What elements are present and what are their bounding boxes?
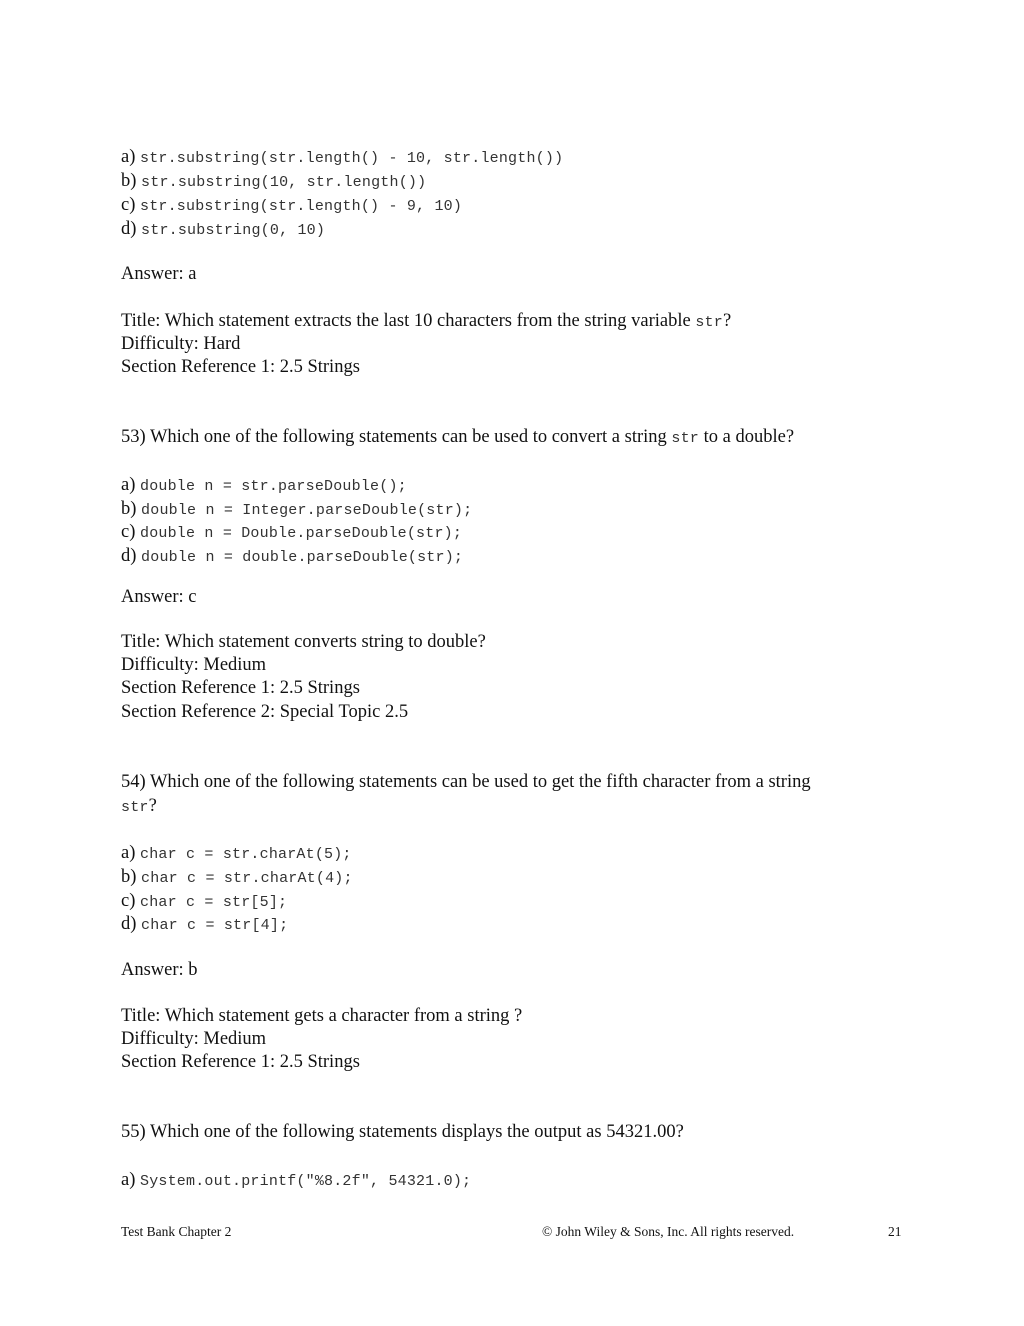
- footer-copyright: © John Wiley & Sons, Inc. All rights reserved.: [542, 1224, 795, 1239]
- option-c: c) char c = str[5];: [121, 891, 288, 911]
- difficulty: Difficulty: Medium: [121, 655, 267, 675]
- option-b: b) char c = str.charAt(4);: [121, 867, 353, 887]
- option-b: b) str.substring(10, str.length()): [121, 171, 427, 191]
- page-number: 21: [888, 1224, 902, 1239]
- answer: Answer: c: [121, 587, 197, 607]
- section-reference-1: Section Reference 1: 2.5 Strings: [121, 357, 360, 377]
- answer: Answer: a: [121, 264, 197, 284]
- section-reference-1: Section Reference 1: 2.5 Strings: [121, 678, 360, 698]
- option-a: a) str.substring(str.length() - 10, str.length()): [121, 147, 564, 167]
- question-title: Title: Which statement converts string to double?: [121, 632, 486, 652]
- question-title: Title: Which statement extracts the last 10 characters from the string variable str?: [121, 311, 732, 331]
- option-a: a) double n = str.parseDouble();: [121, 475, 407, 495]
- option-a: a) char c = str.charAt(5);: [121, 843, 352, 863]
- option-b: b) double n = Integer.parseDouble(str);: [121, 499, 473, 519]
- option-d: d) double n = double.parseDouble(str);: [121, 546, 464, 566]
- question-text: 55) Which one of the following statements displays the output as 54321.00?: [121, 1122, 684, 1142]
- question-text: 54) Which one of the following statements can be used to get the fifth character from a string: [121, 772, 811, 792]
- option-c: c) double n = Double.parseDouble(str);: [121, 522, 463, 542]
- question-text: 53) Which one of the following statements can be used to convert a string str to a double?: [121, 427, 795, 447]
- difficulty: Difficulty: Hard: [121, 334, 241, 354]
- option-a: a) System.out.printf("%8.2f", 54321.0);: [121, 1170, 472, 1190]
- section-reference-1: Section Reference 1: 2.5 Strings: [121, 1052, 360, 1072]
- difficulty: Difficulty: Medium: [121, 1029, 267, 1049]
- question-text-continued: str?: [121, 796, 157, 816]
- question-title: Title: Which statement gets a character from a string ?: [121, 1006, 523, 1026]
- footer-chapter: Test Bank Chapter 2: [121, 1224, 232, 1239]
- section-reference-2: Section Reference 2: Special Topic 2.5: [121, 702, 409, 722]
- option-d: d) str.substring(0, 10): [121, 219, 326, 239]
- option-d: d) char c = str[4];: [121, 914, 289, 934]
- option-c: c) str.substring(str.length() - 9, 10): [121, 195, 463, 215]
- answer: Answer: b: [121, 960, 198, 980]
